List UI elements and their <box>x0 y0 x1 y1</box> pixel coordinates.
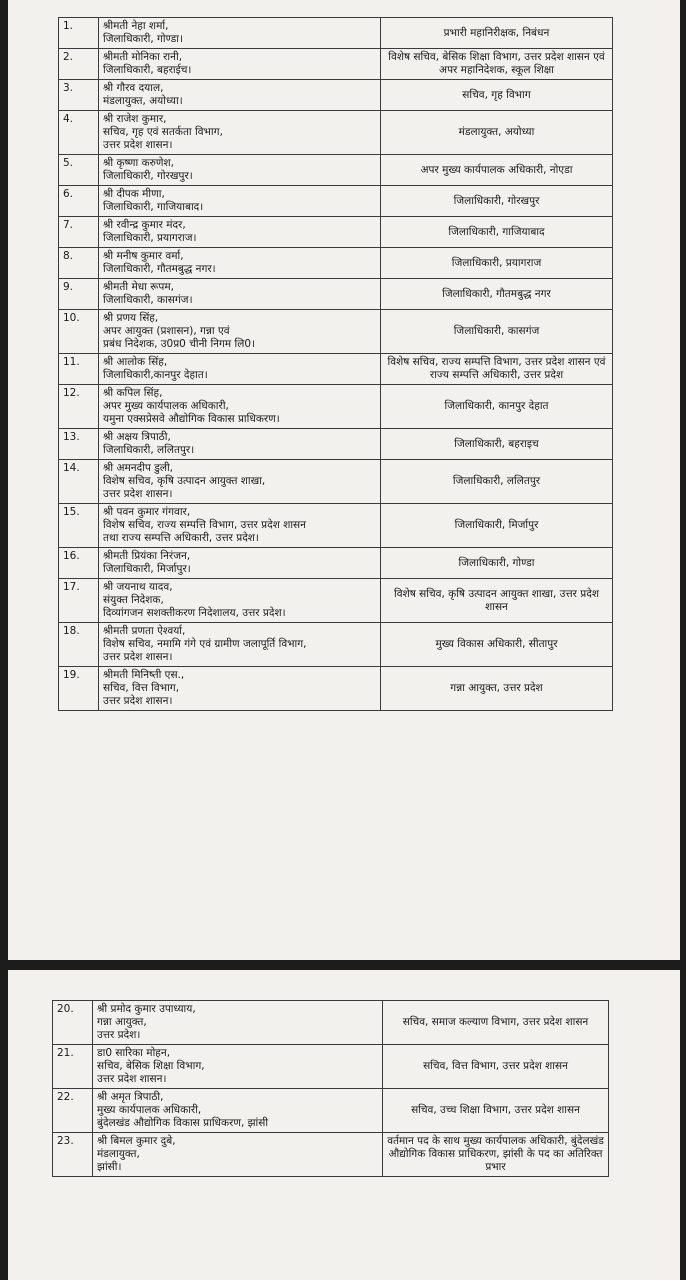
name-line: श्री गौरव दयाल, <box>103 82 164 94</box>
serial-number: 14. <box>59 460 99 504</box>
name-line: जिलाधिकारी, गौतमबुद्ध नगर। <box>103 263 216 275</box>
officer-name-current-post <box>99 155 381 186</box>
new-posting: सचिव, समाज कल्याण विभाग, उत्तर प्रदेश शासन <box>383 1001 609 1045</box>
name-line: श्री प्रणय सिंह, <box>103 312 159 324</box>
name-line: उत्तर प्रदेश शासन। <box>103 488 173 500</box>
name-line: डा0 सारिका मोहन, <box>97 1047 171 1059</box>
name-line: उत्तर प्रदेश। <box>97 1029 141 1041</box>
serial-number: 20. <box>53 1001 93 1045</box>
table-row <box>59 623 613 667</box>
table-row <box>53 1001 609 1045</box>
table-row <box>53 1089 609 1133</box>
new-posting: जिलाधिकारी, मिर्जापुर <box>381 504 613 548</box>
name-line: उत्तर प्रदेश शासन। <box>103 139 173 151</box>
serial-number: 18. <box>59 623 99 667</box>
new-posting: प्रभारी महानिरीक्षक, निबंधन <box>381 18 613 49</box>
name-line: जिलाधिकारी, गोरखपुर। <box>103 170 193 182</box>
name-line: जिलाधिकारी, प्रयागराज। <box>103 232 197 244</box>
new-posting: मुख्य विकास अधिकारी, सीतापुर <box>381 623 613 667</box>
name-line: विशेष सचिव, नमामि गंगे एवं ग्रामीण जलापूर्ति विभाग, <box>103 638 307 650</box>
new-posting: अपर मुख्य कार्यपालक अधिकारी, नोएडा <box>381 155 613 186</box>
name-line: यमुना एक्सप्रेसवे औद्योगिक विकास प्राधिकरण। <box>103 413 280 425</box>
name-line: उत्तर प्रदेश शासन। <box>103 651 173 663</box>
officer-name-current-post <box>99 18 381 49</box>
new-posting: सचिव, उच्च शिक्षा विभाग, उत्तर प्रदेश शासन <box>383 1089 609 1133</box>
table-row <box>59 667 613 711</box>
serial-number: 21. <box>53 1045 93 1089</box>
name-line: मंडलायुक्त, <box>97 1148 140 1160</box>
name-line: श्री पवन कुमार गंगवार, <box>103 506 191 518</box>
officer-name-current-post <box>93 1089 383 1133</box>
new-posting: जिलाधिकारी, प्रयागराज <box>381 248 613 279</box>
serial-number: 16. <box>59 548 99 579</box>
table-row <box>59 279 613 310</box>
name-line: विशेष सचिव, कृषि उत्पादन आयुक्त शाखा, <box>103 475 266 487</box>
name-line: अपर मुख्य कार्यपालक अधिकारी, <box>103 400 229 412</box>
serial-number: 7. <box>59 217 99 248</box>
table-row <box>59 460 613 504</box>
officer-name-current-post <box>99 429 381 460</box>
name-line: श्रीमती नेहा शर्मा, <box>103 20 169 32</box>
serial-number: 19. <box>59 667 99 711</box>
name-line: गन्ना आयुक्त, <box>97 1016 147 1028</box>
new-posting: विशेष सचिव, राज्य सम्पत्ति विभाग, उत्तर प्रदेश शासन एवं राज्य सम्पत्ति अधिकारी, उत्तर प्रदेश <box>381 354 613 385</box>
new-posting: जिलाधिकारी, गोरखपुर <box>381 186 613 217</box>
table-row <box>59 310 613 354</box>
table-row <box>59 548 613 579</box>
serial-number: 12. <box>59 385 99 429</box>
officer-name-current-post <box>99 548 381 579</box>
name-line: श्रीमती मिनिष्ती एस., <box>103 669 185 681</box>
table-row <box>59 429 613 460</box>
officer-name-current-post <box>99 279 381 310</box>
serial-number: 11. <box>59 354 99 385</box>
name-line: श्री राजेश कुमार, <box>103 113 167 125</box>
table-row <box>59 579 613 623</box>
new-posting: विशेष सचिव, बेसिक शिक्षा विभाग, उत्तर प्रदेश शासन एवं अपर महानिदेशक, स्कूल शिक्षा <box>381 49 613 80</box>
table-row <box>59 18 613 49</box>
officer-name-current-post <box>99 310 381 354</box>
serial-number: 1. <box>59 18 99 49</box>
table-row <box>59 217 613 248</box>
name-line: श्री प्रमोद कुमार उपाध्याय, <box>97 1003 196 1015</box>
serial-number: 22. <box>53 1089 93 1133</box>
name-line: बुंदेलखंड औद्योगिक विकास प्राधिकरण, झांसी <box>97 1117 269 1129</box>
name-line: जिलाधिकारी,कानपुर देहात। <box>103 369 208 381</box>
name-line: जिलाधिकारी, मिर्जापुर। <box>103 563 191 575</box>
serial-number: 5. <box>59 155 99 186</box>
name-line: श्री कपिल सिंह, <box>103 387 163 399</box>
transfer-table-page-1 <box>58 17 613 711</box>
serial-number: 17. <box>59 579 99 623</box>
officer-name-current-post <box>99 49 381 80</box>
officer-name-current-post <box>99 667 381 711</box>
name-line: प्रबंध निदेशक, उ0प्र0 चीनी निगम लि0। <box>103 338 256 350</box>
officer-name-current-post <box>99 385 381 429</box>
table-row <box>59 111 613 155</box>
officer-name-current-post <box>99 623 381 667</box>
new-posting: सचिव, गृह विभाग <box>381 80 613 111</box>
table-row <box>59 155 613 186</box>
serial-number: 6. <box>59 186 99 217</box>
name-line: जिलाधिकारी, बहराईच। <box>103 64 192 76</box>
new-posting: गन्ना आयुक्त, उत्तर प्रदेश <box>381 667 613 711</box>
officer-name-current-post <box>99 354 381 385</box>
new-posting: जिलाधिकारी, गाजियाबाद <box>381 217 613 248</box>
new-posting: जिलाधिकारी, गौतमबुद्ध नगर <box>381 279 613 310</box>
name-line: श्री कृष्णा करुणेश, <box>103 157 174 169</box>
table-row <box>59 248 613 279</box>
serial-number: 13. <box>59 429 99 460</box>
officer-name-current-post <box>93 1133 383 1177</box>
name-line: श्री मनीष कुमार वर्मा, <box>103 250 184 262</box>
name-line: श्री जयनाथ यादव, <box>103 581 173 593</box>
name-line: श्री दीपक मीणा, <box>103 188 165 200</box>
new-posting: मंडलायुक्त, अयोध्या <box>381 111 613 155</box>
name-line: श्री आलोक सिंह, <box>103 356 168 368</box>
name-line: दिव्यांगजन सशक्तीकरण निदेशालय, उत्तर प्रदेश। <box>103 607 286 619</box>
table-row <box>59 186 613 217</box>
officer-name-current-post <box>99 248 381 279</box>
name-line: श्री रवीन्द्र कुमार मंदर, <box>103 219 186 231</box>
name-line: जिलाधिकारी, ललितपुर। <box>103 444 195 456</box>
serial-number: 23. <box>53 1133 93 1177</box>
new-posting: सचिव, वित्त विभाग, उत्तर प्रदेश शासन <box>383 1045 609 1089</box>
serial-number: 2. <box>59 49 99 80</box>
serial-number: 9. <box>59 279 99 310</box>
new-posting: जिलाधिकारी, ललितपुर <box>381 460 613 504</box>
officer-name-current-post <box>99 111 381 155</box>
name-line: विशेष सचिव, राज्य सम्पत्ति विभाग, उत्तर प्रदेश शासन <box>103 519 306 531</box>
name-line: श्रीमती प्रणता ऐश्वर्या, <box>103 625 186 637</box>
serial-number: 4. <box>59 111 99 155</box>
new-posting: जिलाधिकारी, बहराइच <box>381 429 613 460</box>
officer-name-current-post <box>99 186 381 217</box>
name-line: श्री अमनदीप डुली, <box>103 462 174 474</box>
name-line: सचिव, बेसिक शिक्षा विभाग, <box>97 1060 205 1072</box>
serial-number: 15. <box>59 504 99 548</box>
new-posting: जिलाधिकारी, कासगंज <box>381 310 613 354</box>
officer-name-current-post <box>99 80 381 111</box>
name-line: श्री अक्षय त्रिपाठी, <box>103 431 171 443</box>
new-posting: वर्तमान पद के साथ मुख्य कार्यपालक अधिकारी, बुंदेलखंड औद्योगिक विकास प्राधिकरण, झांसी के पद का अतिरिक्त प्रभार <box>383 1133 609 1177</box>
serial-number: 8. <box>59 248 99 279</box>
officer-name-current-post <box>99 504 381 548</box>
name-line: मुख्य कार्यपालक अधिकारी, <box>97 1104 202 1116</box>
name-line: श्रीमती प्रियंका निरंजन, <box>103 550 191 562</box>
table-row <box>59 504 613 548</box>
officer-name-current-post <box>93 1001 383 1045</box>
officer-name-current-post <box>93 1045 383 1089</box>
serial-number: 3. <box>59 80 99 111</box>
name-line: श्रीमती मेधा रूपम, <box>103 281 175 293</box>
transfer-table-page-2 <box>52 1000 609 1177</box>
name-line: जिलाधिकारी, गोण्डा। <box>103 33 183 45</box>
name-line: जिलाधिकारी, गाजियाबाद। <box>103 201 204 213</box>
officer-name-current-post <box>99 460 381 504</box>
name-line: जिलाधिकारी, कासगंज। <box>103 294 193 306</box>
name-line: झांसी। <box>97 1161 122 1173</box>
name-line: सचिव, गृह एवं सतर्कता विभाग, <box>103 126 223 138</box>
name-line: श्रीमती मोनिका रानी, <box>103 51 183 63</box>
table-row <box>53 1045 609 1089</box>
name-line: तथा राज्य सम्पत्ति अधिकारी, उत्तर प्रदेश। <box>103 532 259 544</box>
new-posting: जिलाधिकारी, गोण्डा <box>381 548 613 579</box>
table-row <box>59 385 613 429</box>
serial-number: 10. <box>59 310 99 354</box>
new-posting: विशेष सचिव, कृषि उत्पादन आयुक्त शाखा, उत्तर प्रदेश शासन <box>381 579 613 623</box>
new-posting: जिलाधिकारी, कानपुर देहात <box>381 385 613 429</box>
name-line: संयुक्त निदेशक, <box>103 594 164 606</box>
table-row <box>59 80 613 111</box>
officer-name-current-post <box>99 217 381 248</box>
name-line: उत्तर प्रदेश शासन। <box>97 1073 167 1085</box>
name-line: उत्तर प्रदेश शासन। <box>103 695 173 707</box>
table-row <box>59 354 613 385</box>
table-row <box>53 1133 609 1177</box>
name-line: अपर आयुक्त (प्रशासन), गन्ना एवं <box>103 325 230 337</box>
name-line: श्री बिमल कुमार दुबे, <box>97 1135 176 1147</box>
name-line: श्री अमृत त्रिपाठी, <box>97 1091 164 1103</box>
name-line: मंडलायुक्त, अयोध्या। <box>103 95 183 107</box>
name-line: सचिव, वित्त विभाग, <box>103 682 180 694</box>
officer-name-current-post <box>99 579 381 623</box>
table-row <box>59 49 613 80</box>
